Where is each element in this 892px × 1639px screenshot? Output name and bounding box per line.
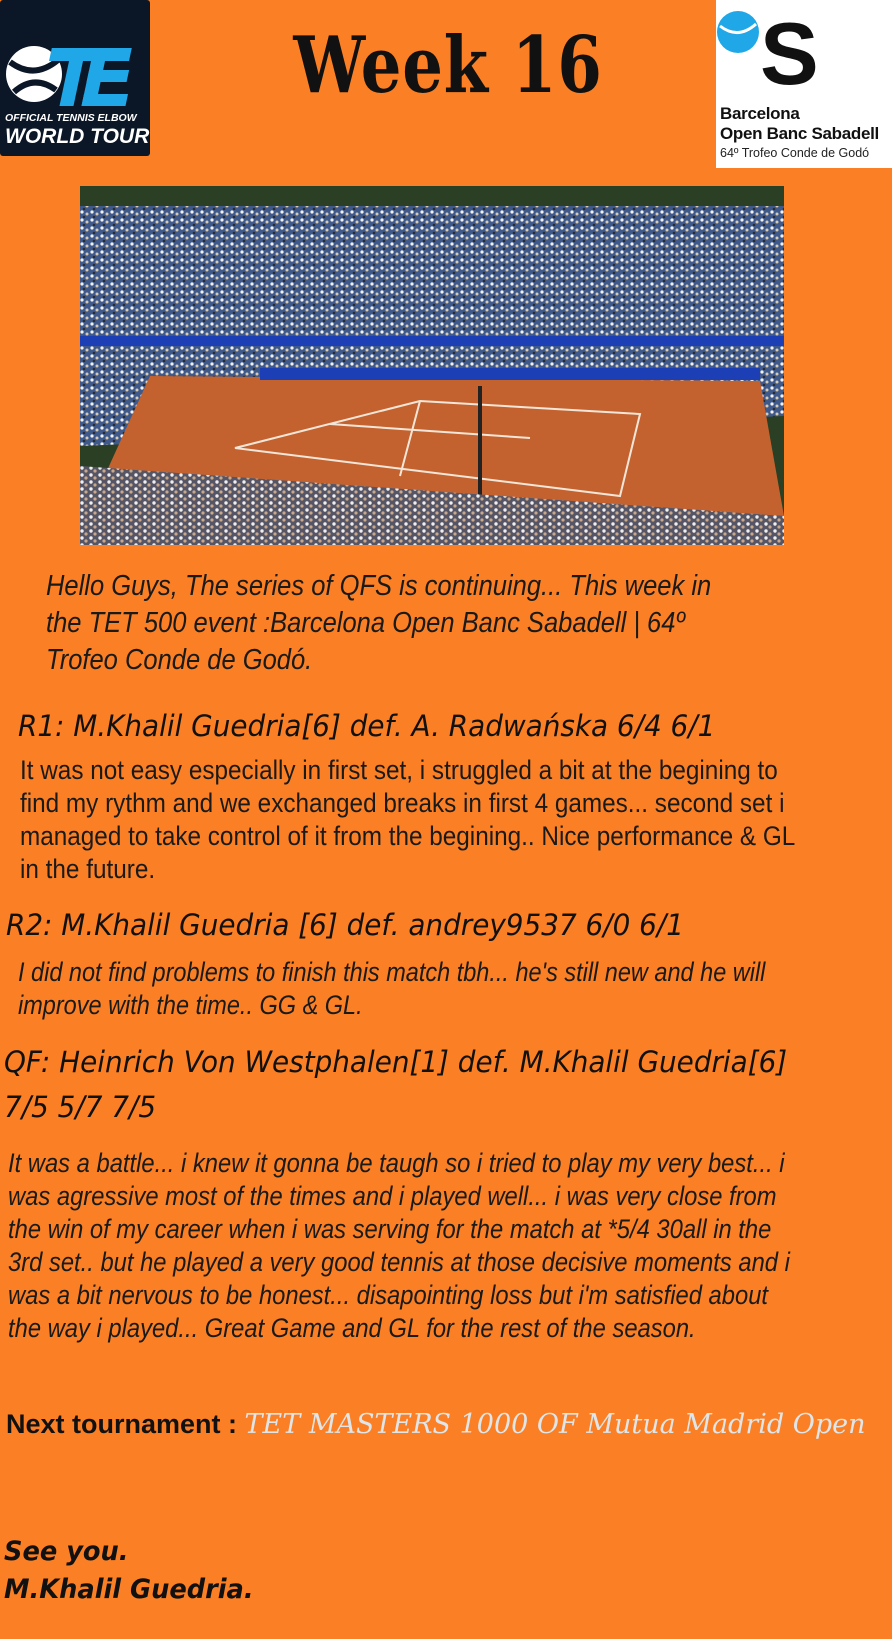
sign-off-line1: See you. bbox=[4, 1536, 129, 1567]
tet-logo-line1: OFFICIAL TENNIS ELBOW bbox=[5, 112, 137, 124]
match-qf-text: It was a battle... i knew it gonna be taugh so i tried to play my very best... i was agressive most of the times and i played well... i was very close from the win of my career when i was serving for the match at *5/4 30all in the 3rd set.. but he played a very good tennis at those decisive moments and i was a bit nervous to be honest... disapointing loss but i'm satisfied about the way i played... Great Game and GL for the rest of the season. bbox=[8, 1148, 790, 1343]
page-title: Week 16 bbox=[293, 20, 603, 111]
sabadell-emblem-icon bbox=[716, 0, 892, 100]
tet-logo-line2: WORLD TOUR bbox=[5, 125, 150, 148]
match-r1-heading: R1: M.Khalil Guedria[6] def. A. Radwańska 6/4 6/1 bbox=[18, 709, 716, 743]
tournament-logo-line3: 64º Trofeo Conde de Godó bbox=[720, 146, 870, 160]
next-tournament-value: TET MASTERS 1000 OF Mutua Madrid Open bbox=[244, 1409, 866, 1440]
svg-text:S: S bbox=[760, 4, 819, 100]
match-r2-text: I did not find problems to finish this match tbh... he's still new and he will improve with the time.. GG & GL. bbox=[18, 957, 766, 1020]
barcelona-open-logo bbox=[716, 0, 892, 168]
sign-off-line2: M.Khalil Guedria. bbox=[4, 1574, 254, 1605]
match-qf-heading: QF: Heinrich Von Westphalen[1] def. M.Khalil Guedria[6] bbox=[4, 1045, 788, 1079]
tet-emblem-icon bbox=[0, 0, 150, 112]
court-photo bbox=[80, 186, 784, 545]
next-tournament-label: Next tournament : bbox=[6, 1409, 245, 1439]
match-r2-heading: R2: M.Khalil Guedria [6] def. andrey9537 6/0 6/1 bbox=[6, 908, 684, 942]
match-qf-score: 7/5 5/7 7/5 bbox=[4, 1090, 157, 1124]
next-tournament bbox=[6, 1405, 876, 1448]
tournament-logo-line2: Open Banc Sabadell bbox=[720, 124, 879, 143]
tournament-logo-line1: Barcelona bbox=[720, 104, 800, 123]
intro-text: Hello Guys, The series of QFS is continuing... This week in the TET 500 event :Barcelona Open Banc Sabadell | 64º Trofeo Conde de Godó. bbox=[46, 570, 712, 676]
tet-world-tour-logo bbox=[0, 0, 150, 156]
match-r1-text: It was not easy especially in first set, i struggled a bit at the begining to find my rythm and we exchanged breaks in first 4 games... second set i managed to take control of it from the begining.. Nice performance & GL in the future. bbox=[20, 755, 795, 884]
